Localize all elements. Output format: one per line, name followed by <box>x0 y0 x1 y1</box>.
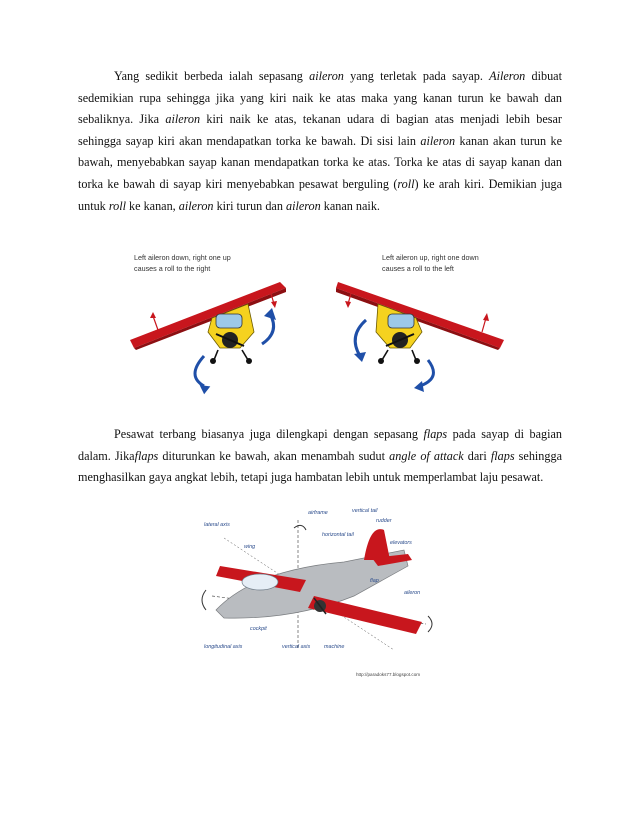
italic-term: flaps <box>134 448 159 463</box>
italic-term: Aileron <box>489 69 526 83</box>
label-flap: flap <box>370 578 379 584</box>
label-cockpit: cockpit <box>250 626 267 632</box>
left-caption-line2: causes a roll to the right <box>134 264 211 273</box>
paragraph-aileron <box>78 66 562 217</box>
italic-term: roll <box>397 176 415 191</box>
label-machine: machine <box>324 644 345 650</box>
right-caption-line1: Left aileron up, right one down <box>382 253 479 262</box>
plane-roll-left <box>336 282 504 392</box>
text-run: Yang sedikit berbeda ialah sepasang <box>114 69 310 83</box>
text-run: kanan naik. <box>320 198 380 213</box>
airplane-parts-diagram <box>194 500 444 684</box>
italic-term: aileron <box>420 133 456 148</box>
text-run: sehingga menghasilkan gaya angkat lebih, tetapi juga hambatan lebih untuk memperlambat laju pesawat. <box>78 448 562 485</box>
italic-term: aileron <box>309 69 344 83</box>
italic-term: angle of attack <box>389 448 464 463</box>
italic-term: flaps <box>490 448 515 463</box>
label-lateral-axis: lateral axis <box>204 522 230 528</box>
label-vertical-tail: vertical tail <box>352 508 378 514</box>
italic-term: flaps <box>423 427 448 441</box>
text-run: ke kanan, <box>125 198 179 213</box>
text-run: pada sayap di bagian dalam. Jika <box>78 427 562 463</box>
italic-term: aileron <box>178 198 214 213</box>
text-run: Pesawat terbang biasanya juga dilengkapi dengan sepasang <box>114 427 424 441</box>
text-run: ) ke arah kiri. Demikian juga untuk <box>78 176 562 213</box>
right-caption-line2: causes a roll to the left <box>382 264 454 273</box>
text-run: kanan akan turun ke bawah, menyebabkan sayap kanan mendapatkan torka ke atas. Torka ke atas di sayap kanan dan torka ke bawah di sayap kiri menyebabkan pesawat berguling ( <box>78 133 562 191</box>
label-horizontal-tail: horizontal tail <box>322 532 354 538</box>
paragraph-flaps <box>78 424 562 489</box>
aileron-roll-figure <box>120 236 540 412</box>
left-caption-line1: Left aileron down, right one up <box>134 253 231 262</box>
cockpit-canopy <box>242 574 278 590</box>
text-run: diturunkan ke bawah, akan menambah sudut <box>158 448 390 463</box>
text-run: kiri naik ke atas, tekanan udara di bagian atas menjadi lebih besar sehingga sayap kiri akan mendapatkan torka ke bawah. Di sisi lain <box>78 112 562 148</box>
label-elevators: elevators <box>390 540 412 546</box>
image-credit: http://paradoks77.blogspot.com <box>356 672 421 677</box>
italic-term: aileron <box>285 198 321 213</box>
italic-term: roll <box>108 198 126 213</box>
label-rudder: rudder <box>376 518 392 524</box>
label-longitudinal-axis: longitudinal axis <box>204 644 243 650</box>
italic-term: aileron <box>165 112 201 127</box>
label-aileron: aileron <box>404 590 421 596</box>
text-run: yang terletak pada sayap. <box>343 69 490 83</box>
text-run: dibuat sedemikian rupa sehingga jika yang kiri naik ke atas maka yang kanan turun ke bawah dan sebaliknya. Jika <box>78 69 562 127</box>
plane-roll-right <box>130 282 286 395</box>
text-run: kiri turun dan <box>213 198 286 213</box>
label-vertical-axis: vertical axis <box>282 644 311 650</box>
label-airframe: airframe <box>308 510 328 516</box>
text-run: dari <box>463 448 491 463</box>
label-wing: wing <box>244 544 256 550</box>
